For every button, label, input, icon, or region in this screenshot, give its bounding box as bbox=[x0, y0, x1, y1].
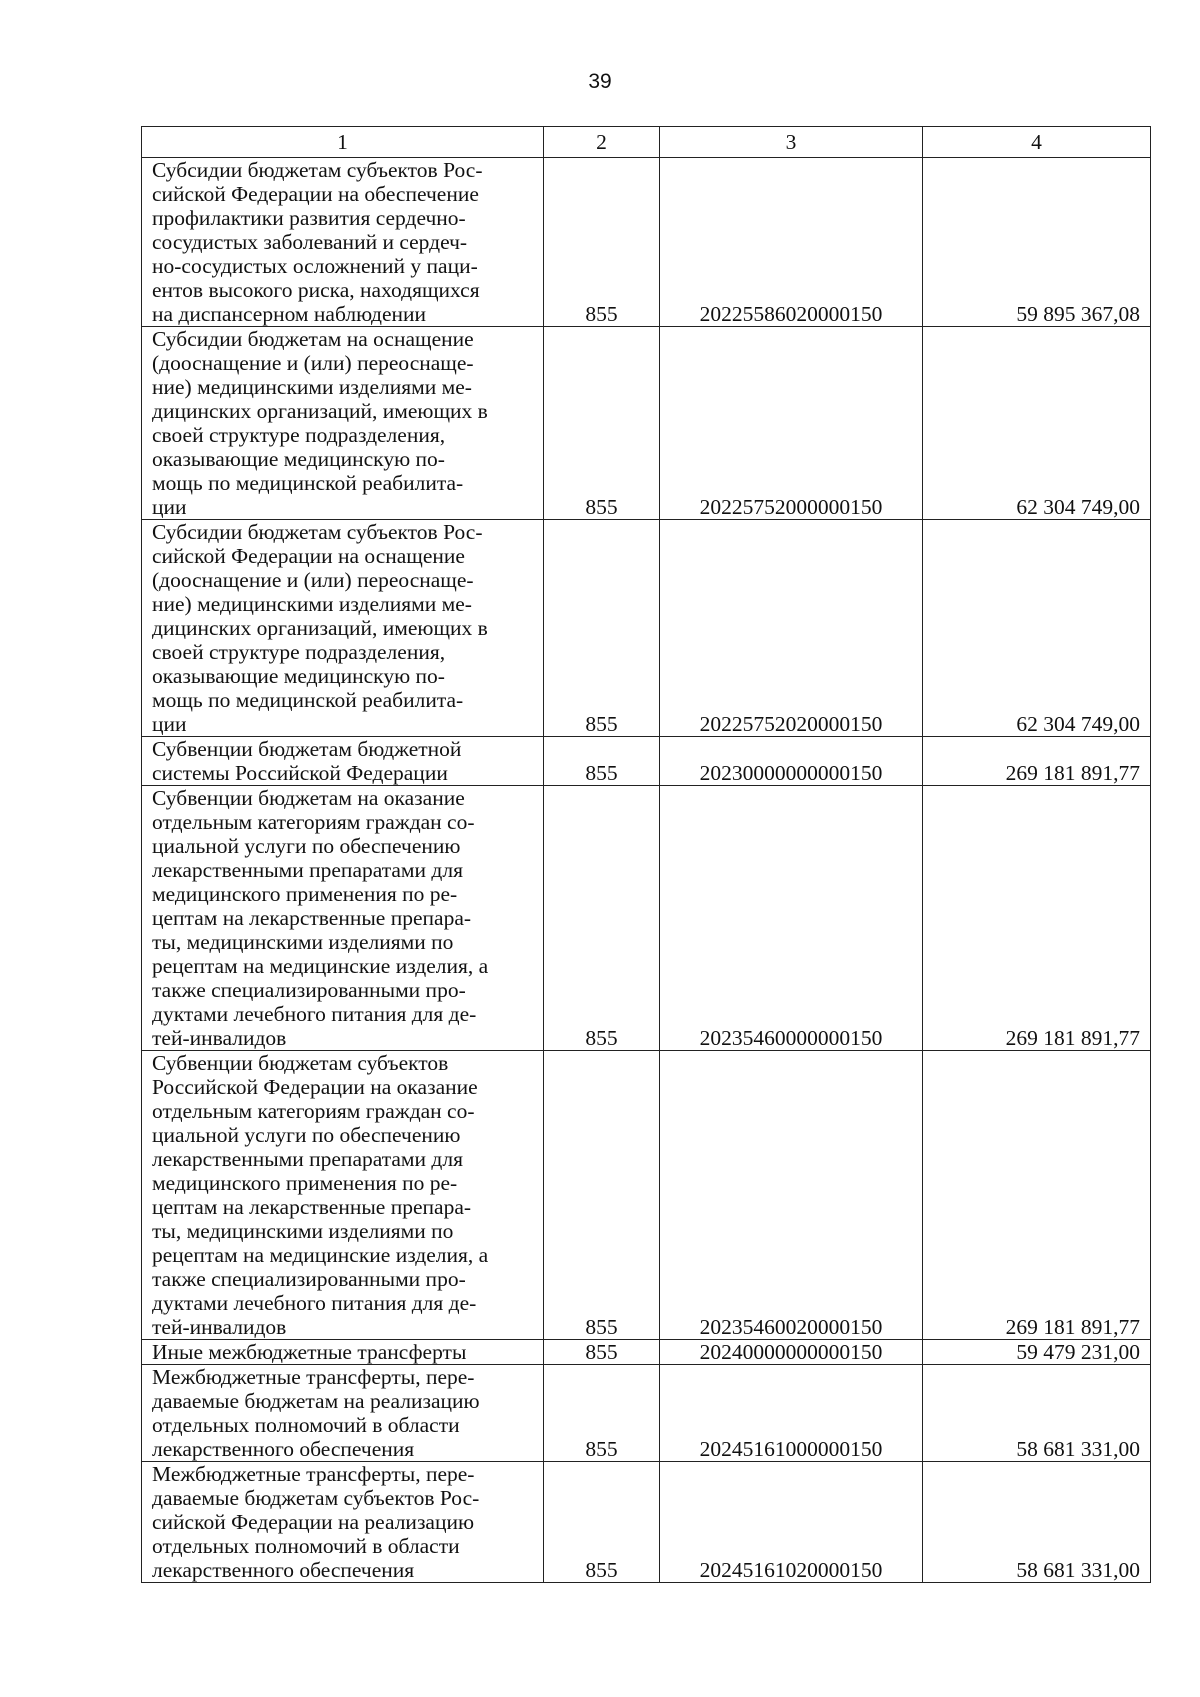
row-name-cell bbox=[142, 1365, 544, 1462]
row-name-line: Субвенции бюджетам субъектов bbox=[152, 1051, 449, 1075]
row-amount: 269 181 891,77 bbox=[923, 737, 1151, 786]
row-name-line: цептам на лекарственные препара- bbox=[152, 906, 472, 930]
row-admin-code: 855 bbox=[544, 1365, 660, 1462]
row-name-line: профилактики развития сердечно- bbox=[152, 206, 466, 230]
row-name-line: сийской Федерации на оснащение bbox=[152, 544, 465, 568]
table-row bbox=[142, 158, 1151, 327]
row-admin-code: 855 bbox=[544, 158, 660, 327]
budget-table bbox=[141, 126, 1151, 1583]
row-name-line: дицинских организаций, имеющих в bbox=[152, 399, 488, 423]
row-name-line: даваемые бюджетам на реализацию bbox=[152, 1389, 480, 1413]
row-name-line: своей структуре подразделения, bbox=[152, 640, 446, 664]
row-admin-code: 855 bbox=[544, 1462, 660, 1583]
column-header-4: 4 bbox=[923, 127, 1151, 158]
row-name-line: ние) медицинскими изделиями ме- bbox=[152, 375, 472, 399]
row-name-cell bbox=[142, 737, 544, 786]
row-name-cell bbox=[142, 1462, 544, 1583]
row-name-line: дицинских организаций, имеющих в bbox=[152, 616, 488, 640]
row-amount: 59 895 367,08 bbox=[923, 158, 1151, 327]
row-name-line: рецептам на медицинские изделия, а bbox=[152, 1243, 489, 1267]
row-name-line: лекарственными препаратами для bbox=[152, 858, 463, 882]
row-admin-code: 855 bbox=[544, 520, 660, 737]
table-row bbox=[142, 327, 1151, 520]
row-name-line: (дооснащение и (или) переоснаще- bbox=[152, 568, 474, 592]
table-body bbox=[142, 158, 1151, 1583]
row-name-line: Субсидии бюджетам субъектов Рос- bbox=[152, 158, 483, 182]
row-name-line: лекарственными препаратами для bbox=[152, 1147, 463, 1171]
row-name-line: ции bbox=[152, 712, 187, 736]
row-admin-code: 855 bbox=[544, 1051, 660, 1340]
row-name-line: Субвенции бюджетам на оказание bbox=[152, 786, 465, 810]
row-name-line: медицинского применения по ре- bbox=[152, 1171, 458, 1195]
row-name-line: циальной услуги по обеспечению bbox=[152, 834, 461, 858]
row-name-line: мощь по медицинской реабилита- bbox=[152, 471, 464, 495]
row-name-cell bbox=[142, 520, 544, 737]
row-amount: 269 181 891,77 bbox=[923, 1051, 1151, 1340]
row-budget-code: 20245161020000150 bbox=[660, 1462, 923, 1583]
row-name-line: ентов высокого риска, находящихся bbox=[152, 278, 480, 302]
table-row bbox=[142, 1462, 1151, 1583]
row-name-line: также специализированными про- bbox=[152, 978, 466, 1002]
row-name-line: оказывающие медицинскую по- bbox=[152, 664, 445, 688]
row-budget-code: 20225752000000150 bbox=[660, 327, 923, 520]
row-name-line: дуктами лечебного питания для де- bbox=[152, 1002, 477, 1026]
row-name-line: лекарственного обеспечения bbox=[152, 1437, 415, 1461]
header-row bbox=[142, 127, 1151, 158]
row-amount: 58 681 331,00 bbox=[923, 1365, 1151, 1462]
row-name-line: ние) медицинскими изделиями ме- bbox=[152, 592, 472, 616]
row-budget-code: 20235460000000150 bbox=[660, 786, 923, 1051]
row-name-line: на диспансерном наблюдении bbox=[152, 302, 427, 326]
row-budget-code: 20235460020000150 bbox=[660, 1051, 923, 1340]
row-amount: 269 181 891,77 bbox=[923, 786, 1151, 1051]
row-name-line: сосудистых заболеваний и сердеч- bbox=[152, 230, 468, 254]
row-admin-code: 855 bbox=[544, 327, 660, 520]
row-name-line: системы Российской Федерации bbox=[152, 761, 448, 785]
row-admin-code: 855 bbox=[544, 737, 660, 786]
row-name-cell bbox=[142, 1340, 544, 1365]
row-name-line: также специализированными про- bbox=[152, 1267, 466, 1291]
column-header-1: 1 bbox=[142, 127, 544, 158]
row-name-line: ты, медицинскими изделиями по bbox=[152, 1219, 454, 1243]
table-row bbox=[142, 1340, 1151, 1365]
row-name-line: тей-инвалидов bbox=[152, 1026, 287, 1050]
row-name-line: отдельных полномочий в области bbox=[152, 1534, 460, 1558]
row-name-line: лекарственного обеспечения bbox=[152, 1558, 415, 1582]
row-name-line: Российской Федерации на оказание bbox=[152, 1075, 478, 1099]
row-budget-code: 20225752020000150 bbox=[660, 520, 923, 737]
table-row bbox=[142, 737, 1151, 786]
table-header bbox=[142, 127, 1151, 158]
row-amount: 58 681 331,00 bbox=[923, 1462, 1151, 1583]
row-name-line: отдельным категориям граждан со- bbox=[152, 810, 475, 834]
row-name-line: Межбюджетные трансферты, пере- bbox=[152, 1462, 475, 1486]
row-budget-code: 20240000000000150 bbox=[660, 1340, 923, 1365]
column-header-2: 2 bbox=[544, 127, 660, 158]
row-amount: 62 304 749,00 bbox=[923, 520, 1151, 737]
row-name-line: цептам на лекарственные препара- bbox=[152, 1195, 472, 1219]
table-row bbox=[142, 1051, 1151, 1340]
row-name-line: Субсидии бюджетам на оснащение bbox=[152, 327, 474, 351]
row-amount: 59 479 231,00 bbox=[923, 1340, 1151, 1365]
row-budget-code: 20245161000000150 bbox=[660, 1365, 923, 1462]
row-name-line: медицинского применения по ре- bbox=[152, 882, 458, 906]
row-name-line: Субвенции бюджетам бюджетной bbox=[152, 737, 462, 761]
row-name-line: Субсидии бюджетам субъектов Рос- bbox=[152, 520, 483, 544]
table-row bbox=[142, 786, 1151, 1051]
row-name-cell bbox=[142, 158, 544, 327]
row-name-line: дуктами лечебного питания для де- bbox=[152, 1291, 477, 1315]
table-row bbox=[142, 1365, 1151, 1462]
row-name-line: отдельных полномочий в области bbox=[152, 1413, 460, 1437]
table-row bbox=[142, 520, 1151, 737]
row-amount: 62 304 749,00 bbox=[923, 327, 1151, 520]
row-name-line: оказывающие медицинскую по- bbox=[152, 447, 445, 471]
row-name-line: Иные межбюджетные трансферты bbox=[152, 1340, 467, 1364]
row-name-line: но-сосудистых осложнений у паци- bbox=[152, 254, 478, 278]
row-name-cell bbox=[142, 1051, 544, 1340]
row-budget-code: 20230000000000150 bbox=[660, 737, 923, 786]
row-name-line: своей структуре подразделения, bbox=[152, 423, 446, 447]
column-header-3: 3 bbox=[660, 127, 923, 158]
row-name-line: ты, медицинскими изделиями по bbox=[152, 930, 454, 954]
row-admin-code: 855 bbox=[544, 786, 660, 1051]
row-budget-code: 20225586020000150 bbox=[660, 158, 923, 327]
page-number: 39 bbox=[588, 70, 612, 93]
row-name-line: ции bbox=[152, 495, 187, 519]
row-name-line: сийской Федерации на реализацию bbox=[152, 1510, 475, 1534]
row-name-line: сийской Федерации на обеспечение bbox=[152, 182, 479, 206]
row-name-line: мощь по медицинской реабилита- bbox=[152, 688, 464, 712]
row-name-cell bbox=[142, 786, 544, 1051]
row-name-line: тей-инвалидов bbox=[152, 1315, 287, 1339]
row-name-line: даваемые бюджетам субъектов Рос- bbox=[152, 1486, 480, 1510]
row-name-line: рецептам на медицинские изделия, а bbox=[152, 954, 489, 978]
row-name-line: (дооснащение и (или) переоснаще- bbox=[152, 351, 474, 375]
row-name-line: отдельным категориям граждан со- bbox=[152, 1099, 475, 1123]
row-name-cell bbox=[142, 327, 544, 520]
row-name-line: циальной услуги по обеспечению bbox=[152, 1123, 461, 1147]
row-admin-code: 855 bbox=[544, 1340, 660, 1365]
row-name-line: Межбюджетные трансферты, пере- bbox=[152, 1365, 475, 1389]
